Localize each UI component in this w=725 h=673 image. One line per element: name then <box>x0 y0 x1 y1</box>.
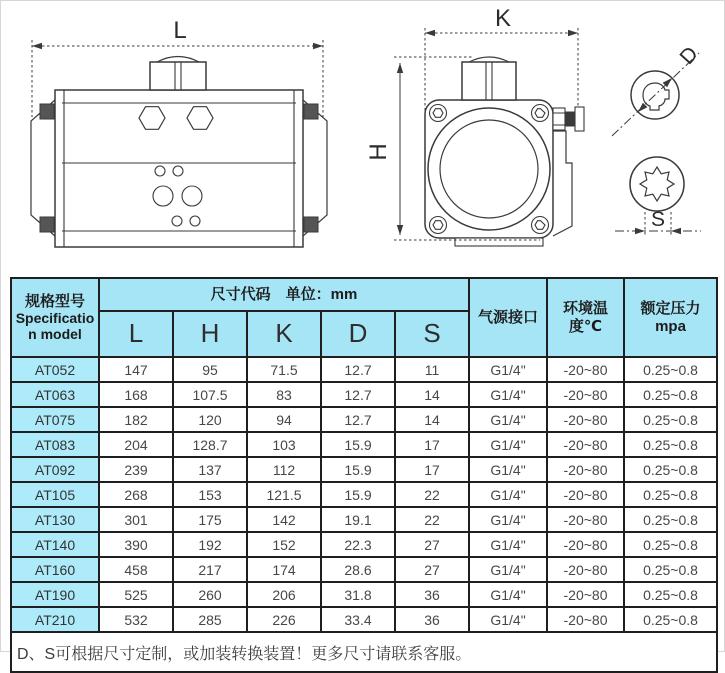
cell-pressure: 0.25~0.8 <box>624 507 717 532</box>
air-passage-profile <box>553 131 572 236</box>
cell-D: 12.7 <box>321 407 395 432</box>
cell-model: AT210 <box>11 607 99 632</box>
cell-S: 14 <box>395 407 469 432</box>
cell-pressure: 0.25~0.8 <box>624 482 717 507</box>
cell-K: 71.5 <box>247 357 321 382</box>
cell-port: G1/4" <box>469 407 547 432</box>
header-ambient-temp: 环境温度℃ <box>547 278 624 357</box>
actuator-drawing-svg <box>0 0 725 270</box>
header-model-en: Specification model <box>15 310 95 343</box>
spec-row <box>11 607 717 632</box>
cell-port: G1/4" <box>469 357 547 382</box>
spec-row <box>11 507 717 532</box>
cell-L: 458 <box>99 557 173 582</box>
cell-temp: -20~80 <box>547 557 624 582</box>
cell-temp: -20~80 <box>547 457 624 482</box>
table-note: D、S可根据尺寸定制，或加装转换装置！更多尺寸请联系客服。 <box>11 632 717 672</box>
left-end-cap <box>31 100 55 236</box>
cell-model: AT063 <box>11 382 99 407</box>
spec-row <box>11 357 717 382</box>
cell-temp: -20~80 <box>547 357 624 382</box>
cell-S: 22 <box>395 482 469 507</box>
cell-temp: -20~80 <box>547 582 624 607</box>
spec-row <box>11 407 717 432</box>
cell-D: 33.4 <box>321 607 395 632</box>
cell-port: G1/4" <box>469 457 547 482</box>
cell-K: 121.5 <box>247 482 321 507</box>
cell-H: 153 <box>173 482 247 507</box>
cell-L: 204 <box>99 432 173 457</box>
cell-L: 532 <box>99 607 173 632</box>
cell-pressure: 0.25~0.8 <box>624 607 717 632</box>
header-size-code: 尺寸代码 单位：mm <box>99 278 469 311</box>
cell-pressure: 0.25~0.8 <box>624 557 717 582</box>
cell-L: 239 <box>99 457 173 482</box>
header-dim-K: K <box>247 311 321 357</box>
cell-pressure: 0.25~0.8 <box>624 357 717 382</box>
cell-K: 112 <box>247 457 321 482</box>
cell-S: 27 <box>395 557 469 582</box>
header-model-zh: 规格型号 <box>24 292 85 310</box>
cell-S: 14 <box>395 382 469 407</box>
cell-port: G1/4" <box>469 607 547 632</box>
right-end-cap <box>303 100 327 236</box>
note-row <box>11 632 717 672</box>
spec-row <box>11 582 717 607</box>
cell-K: 94 <box>247 407 321 432</box>
cell-D: 31.8 <box>321 582 395 607</box>
cell-pressure: 0.25~0.8 <box>624 582 717 607</box>
cell-K: 206 <box>247 582 321 607</box>
cell-pressure: 0.25~0.8 <box>624 407 717 432</box>
header-rated-pressure <box>624 278 717 357</box>
cell-L: 301 <box>99 507 173 532</box>
header-dim-H: H <box>173 311 247 357</box>
dim-label-D: D <box>675 42 703 69</box>
spec-row <box>11 432 717 457</box>
cell-pressure: 0.25~0.8 <box>624 532 717 557</box>
spec-row <box>11 482 717 507</box>
side-view <box>425 57 584 246</box>
cell-D: 12.7 <box>321 357 395 382</box>
cell-pressure: 0.25~0.8 <box>624 382 717 407</box>
dim-label-K: K <box>494 5 512 32</box>
front-view <box>31 57 327 248</box>
cell-D: 15.9 <box>321 482 395 507</box>
spec-table <box>10 277 718 673</box>
spec-table-header <box>11 278 717 357</box>
cell-pressure: 0.25~0.8 <box>624 457 717 482</box>
air-port-fitting <box>553 107 584 131</box>
cell-D: 15.9 <box>321 457 395 482</box>
cell-model: AT140 <box>11 532 99 557</box>
cell-L: 168 <box>99 382 173 407</box>
header-dim-L: L <box>99 311 173 357</box>
dim-label-H: H <box>365 143 392 161</box>
cell-model: AT083 <box>11 432 99 457</box>
cell-temp: -20~80 <box>547 407 624 432</box>
cell-K: 142 <box>247 507 321 532</box>
cell-H: 128.7 <box>173 432 247 457</box>
header-rated-pressure-zh: 额定压力 <box>640 300 701 318</box>
cell-S: 36 <box>395 607 469 632</box>
cell-H: 175 <box>173 507 247 532</box>
cell-port: G1/4" <box>469 432 547 457</box>
spec-table-body <box>11 357 717 632</box>
cell-temp: -20~80 <box>547 532 624 557</box>
cell-temp: -20~80 <box>547 482 624 507</box>
cell-temp: -20~80 <box>547 507 624 532</box>
cell-H: 95 <box>173 357 247 382</box>
cell-model: AT160 <box>11 557 99 582</box>
cell-port: G1/4" <box>469 532 547 557</box>
cell-H: 137 <box>173 457 247 482</box>
cell-port: G1/4" <box>469 557 547 582</box>
cell-H: 217 <box>173 557 247 582</box>
header-dim-S: S <box>395 311 469 357</box>
cell-L: 390 <box>99 532 173 557</box>
header-model <box>11 278 99 357</box>
cell-port: G1/4" <box>469 482 547 507</box>
cell-temp: -20~80 <box>547 607 624 632</box>
cell-D: 15.9 <box>321 432 395 457</box>
dim-label-L: L <box>173 17 187 44</box>
cell-D: 12.7 <box>321 382 395 407</box>
cell-D: 28.6 <box>321 557 395 582</box>
cell-pressure: 0.25~0.8 <box>624 432 717 457</box>
cell-S: 17 <box>395 457 469 482</box>
cell-model: AT190 <box>11 582 99 607</box>
cell-H: 107.5 <box>173 382 247 407</box>
cell-model: AT092 <box>11 457 99 482</box>
header-rated-pressure-unit: mpa <box>655 317 686 335</box>
spec-row <box>11 457 717 482</box>
cell-port: G1/4" <box>469 507 547 532</box>
cell-H: 285 <box>173 607 247 632</box>
cell-H: 192 <box>173 532 247 557</box>
cell-model: AT105 <box>11 482 99 507</box>
cell-K: 103 <box>247 432 321 457</box>
cell-H: 260 <box>173 582 247 607</box>
star-shaft-view <box>615 157 701 236</box>
cell-S: 11 <box>395 357 469 382</box>
cell-S: 27 <box>395 532 469 557</box>
cell-S: 17 <box>395 432 469 457</box>
cell-model: AT075 <box>11 407 99 432</box>
header-air-port: 气源接口 <box>469 278 547 357</box>
cell-L: 147 <box>99 357 173 382</box>
cell-S: 22 <box>395 507 469 532</box>
cell-L: 268 <box>99 482 173 507</box>
cell-K: 152 <box>247 532 321 557</box>
technical-drawing <box>0 0 725 270</box>
cell-S: 36 <box>395 582 469 607</box>
shaft-bore-view <box>612 42 703 136</box>
spec-row <box>11 382 717 407</box>
cell-model: AT130 <box>11 507 99 532</box>
cell-D: 19.1 <box>321 507 395 532</box>
header-dim-D: D <box>321 311 395 357</box>
cell-temp: -20~80 <box>547 382 624 407</box>
cell-temp: -20~80 <box>547 432 624 457</box>
cell-port: G1/4" <box>469 582 547 607</box>
cell-D: 22.3 <box>321 532 395 557</box>
dim-label-S: S <box>650 208 666 231</box>
cell-L: 525 <box>99 582 173 607</box>
cell-K: 83 <box>247 382 321 407</box>
cell-L: 182 <box>99 407 173 432</box>
spec-row <box>11 557 717 582</box>
spec-row <box>11 532 717 557</box>
cell-K: 226 <box>247 607 321 632</box>
cell-K: 174 <box>247 557 321 582</box>
cell-H: 120 <box>173 407 247 432</box>
cell-model: AT052 <box>11 357 99 382</box>
cell-port: G1/4" <box>469 382 547 407</box>
